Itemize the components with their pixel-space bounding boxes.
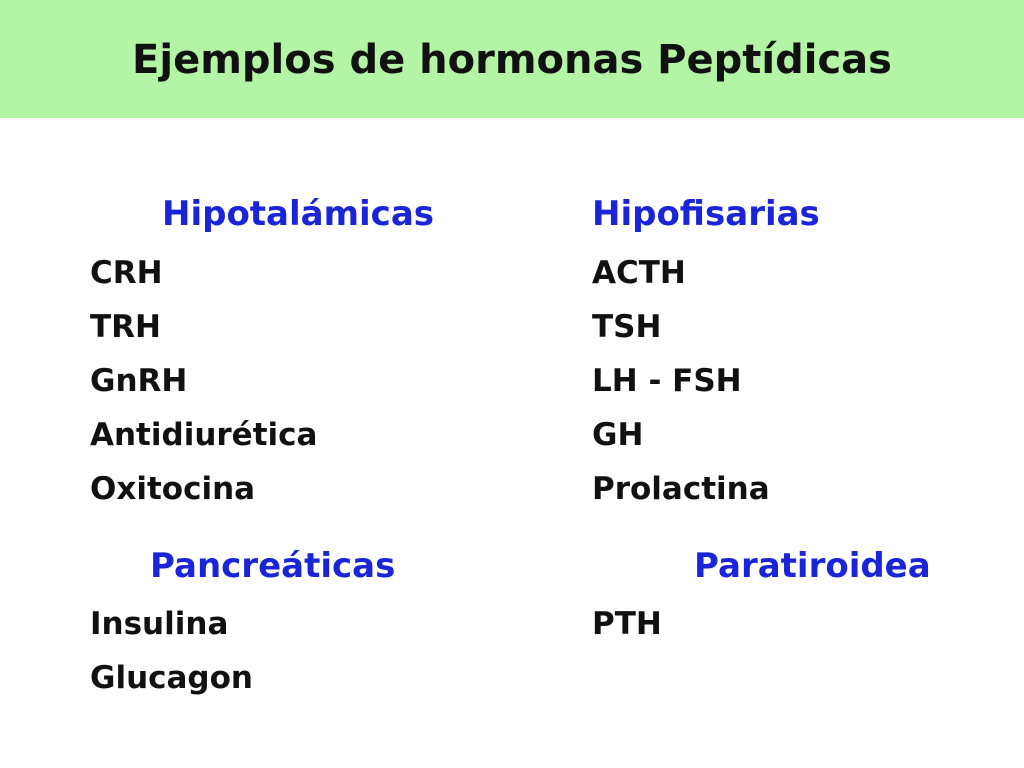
list-item: Prolactina: [592, 471, 770, 507]
list-item: Antidiurética: [90, 417, 318, 453]
section-list-hipofisarias: [592, 246, 770, 516]
section-heading-hipofisarias: Hipofisarias: [592, 194, 820, 234]
list-item: ACTH: [592, 255, 686, 291]
list-item: CRH: [90, 255, 163, 291]
section-heading-hipotalamicas: Hipotalámicas: [162, 194, 435, 234]
list-item: TRH: [90, 309, 161, 345]
list-item: Oxitocina: [90, 471, 256, 507]
section-list-hipotalamicas: [90, 246, 317, 516]
slide-title: Ejemplos de hormonas Peptídicas: [132, 37, 892, 83]
list-item: GnRH: [90, 363, 188, 399]
list-item: TSH: [592, 309, 662, 345]
section-heading-paratiroidea: Paratiroidea: [694, 546, 931, 586]
list-item: PTH: [592, 606, 662, 642]
list-item: Insulina: [90, 606, 229, 642]
section-list-pancreaticas: [90, 597, 253, 705]
list-item: GH: [592, 417, 644, 453]
list-item: Glucagon: [90, 660, 253, 696]
list-item: LH - FSH: [592, 363, 742, 399]
section-heading-pancreaticas: Pancreáticas: [150, 546, 396, 586]
section-list-paratiroidea: [592, 597, 662, 651]
